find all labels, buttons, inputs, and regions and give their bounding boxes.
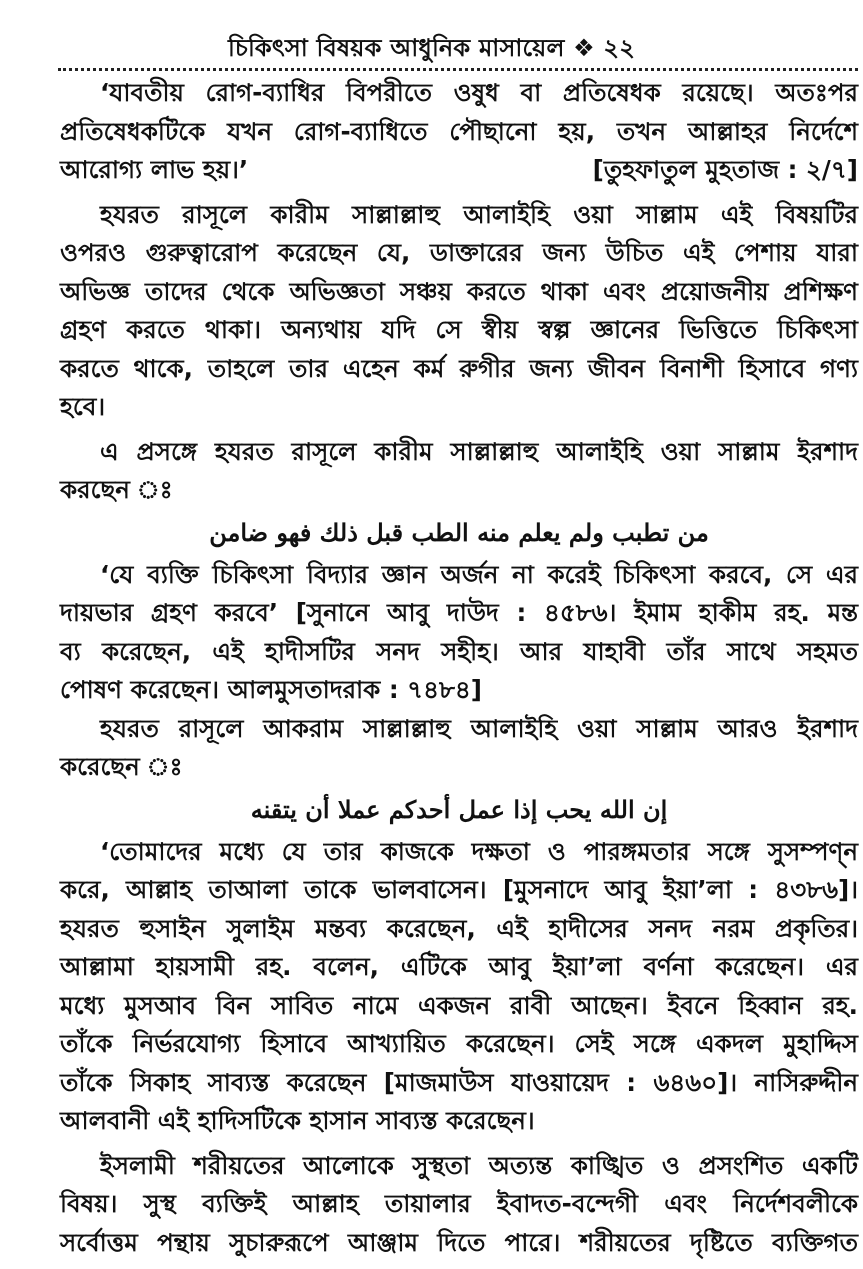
page-header (0, 30, 863, 70)
text-line: করতে থাকে, তাহলে তার এহেন কর্ম রুগীর জন্য জীবন বিনাশী হিসাবে গণ্য (60, 353, 858, 383)
arabic-hadith-1: من تطبب ولم يعلم منه الطب قبل ذلك فهو ضامن (209, 517, 709, 547)
paragraph-hadith-translation-2 (60, 833, 858, 1141)
text-line: ‘যে ব্যক্তি চিকিৎসা বিদ্যার জ্ঞান অর্জন না করেই চিকিৎসা করবে, সে এর (100, 559, 858, 589)
text-line: আরোগ্য লাভ হয়।’ (60, 155, 249, 184)
paragraph-experience (60, 196, 858, 427)
text-line: পোষণ করেছেন। আলমুসতাদরাক : ৭৪৮৪] (60, 675, 482, 704)
text-line: প্রতিষেধকটিকে যখন রোগ-ব্যাধিতে পৌছানো হয়, তখন আল্লাহর নির্দেশে (60, 116, 858, 146)
text-line: ‘তোমাদের মধ্যে যে তার কাজকে দক্ষতা ও পারঙ্গমতার সঙ্গে সুসম্পণ্ন (100, 836, 858, 866)
text-line: আলবানী এই হাদিসটিকে হাসান সাব্যস্ত করেছেন। (60, 1106, 535, 1135)
text-line: তাঁকে সিকাহ সাব্যস্ত করেছেন [মাজমাউস যাওয়ায়েদ : ৬৪৬০]। নাসিরুদ্দীন (60, 1067, 858, 1097)
page-body (60, 74, 858, 1262)
text-line: হযরত রাসূলে আকরাম সাল্লাল্লাহু আলাইহি ওয়া সাল্লাম আরও ইরশাদ (100, 713, 858, 743)
text-line: করেছেন ঃ (60, 752, 183, 781)
text-line: হবে। (60, 392, 106, 421)
header-title: চিকিৎসা বিষয়ক আধুনিক মাসায়েল (227, 34, 565, 62)
paragraph-hadith-translation-1 (60, 556, 858, 710)
text-line: বিষয়। সুস্থ ব্যক্তিই আল্লাহ তায়ালার ইবাদত-বন্দেগী এবং নির্দেশবলীকে (60, 1189, 858, 1218)
text-line: ব্য করেছেন, এই হাদীসটির সনদ সহীহ। আর যাহাবী তাঁর সাথে সহমত (60, 636, 858, 666)
text-line: হযরত রাসূলে কারীম সাল্লাল্লাহু আলাইহি ওয়া সাল্লাম এই বিষয়টির (100, 199, 858, 229)
text-line: ইসলামী শরীয়তের আলোকে সুস্থতা অত্যন্ত কাঙ্খিত ও প্রসংশিত একটি (100, 1150, 858, 1180)
text-line: অভিজ্ঞ তাদের থেকে অভিজ্ঞতা সঞ্চয় করতে থাকা এবং প্রয়োজনীয় প্রশিক্ষণ (60, 276, 858, 306)
header-divider (58, 68, 858, 71)
text-line: গ্রহণ করতে থাকা। অন্যথায় যদি সে স্বীয় স্বল্প জ্ঞানের ভিত্তিতে চিকিৎসা (60, 315, 858, 344)
text-line: হযরত হুসাইন সুলাইম মন্তব্য করেছেন, এই হাদীসের সনদ নরম প্রকৃতির। (60, 913, 858, 943)
text-line: দায়ভার গ্রহণ করবে’ [সুনানে আবু দাউদ : ৪৫৮৬। ইমাম হাকীম রহ. মন্ত (60, 598, 858, 627)
header-ornament: ❖ (573, 34, 595, 62)
paragraph-quote-cure (60, 74, 858, 190)
text-line: করছেন ঃ (60, 475, 173, 504)
reference-citation: [তুহফাতুল মুহতাজ : ২/৭] (592, 155, 858, 184)
text-line: সর্বোত্তম পন্থায় সুচারুরূপে আঞ্জাম দিতে পারে। শরীয়তের দৃষ্টিতে ব্যক্তিগত (60, 1227, 858, 1257)
page-number: ২২ (603, 34, 636, 62)
text-line: তাঁকে নির্ভরযোগ্য হিসাবে আখ্যায়িত করেছেন। সেই সঙ্গে একদল মুহাদ্দিস (60, 1029, 858, 1058)
text-line: ‘যাবতীয় রোগ-ব্যাধির বিপরীতে ওষুধ বা প্রতিষেধক রয়েছে। অতঃপর (100, 78, 858, 107)
text-line: আল্লামা হায়সামী রহ. বলেন, এটিকে আবু ইয়া’লা বর্ণনা করেছেন। এর (60, 952, 858, 981)
text-line: মধ্যে মুসআব বিন সাবিত নামে একজন রাবী আছেন। ইবনে হিব্বান রহ. (60, 990, 858, 1020)
paragraph-hadith-intro-2 (60, 710, 858, 787)
text-line: এ প্রসঙ্গে হযরত রাসূলে কারীম সাল্লাল্লাহু আলাইহি ওয়া সাল্লাম ইরশাদ (100, 436, 858, 466)
paragraph-hadith-intro-1 (60, 433, 858, 510)
text-line: করে, আল্লাহ তাআলা তাকে ভালবাসেন। [মুসনাদে আবু ইয়া’লা : ৪৩৮৬]। (60, 875, 858, 904)
paragraph-health-importance (60, 1147, 858, 1263)
text-line: ওপরও গুরুত্বারোপ করেছেন যে, ডাক্তারের জন্য উচিত এই পেশায় যারা (60, 238, 858, 267)
arabic-hadith-2: إن الله يحب إذا عمل أحدكم عملا أن يتقنه (250, 794, 668, 824)
